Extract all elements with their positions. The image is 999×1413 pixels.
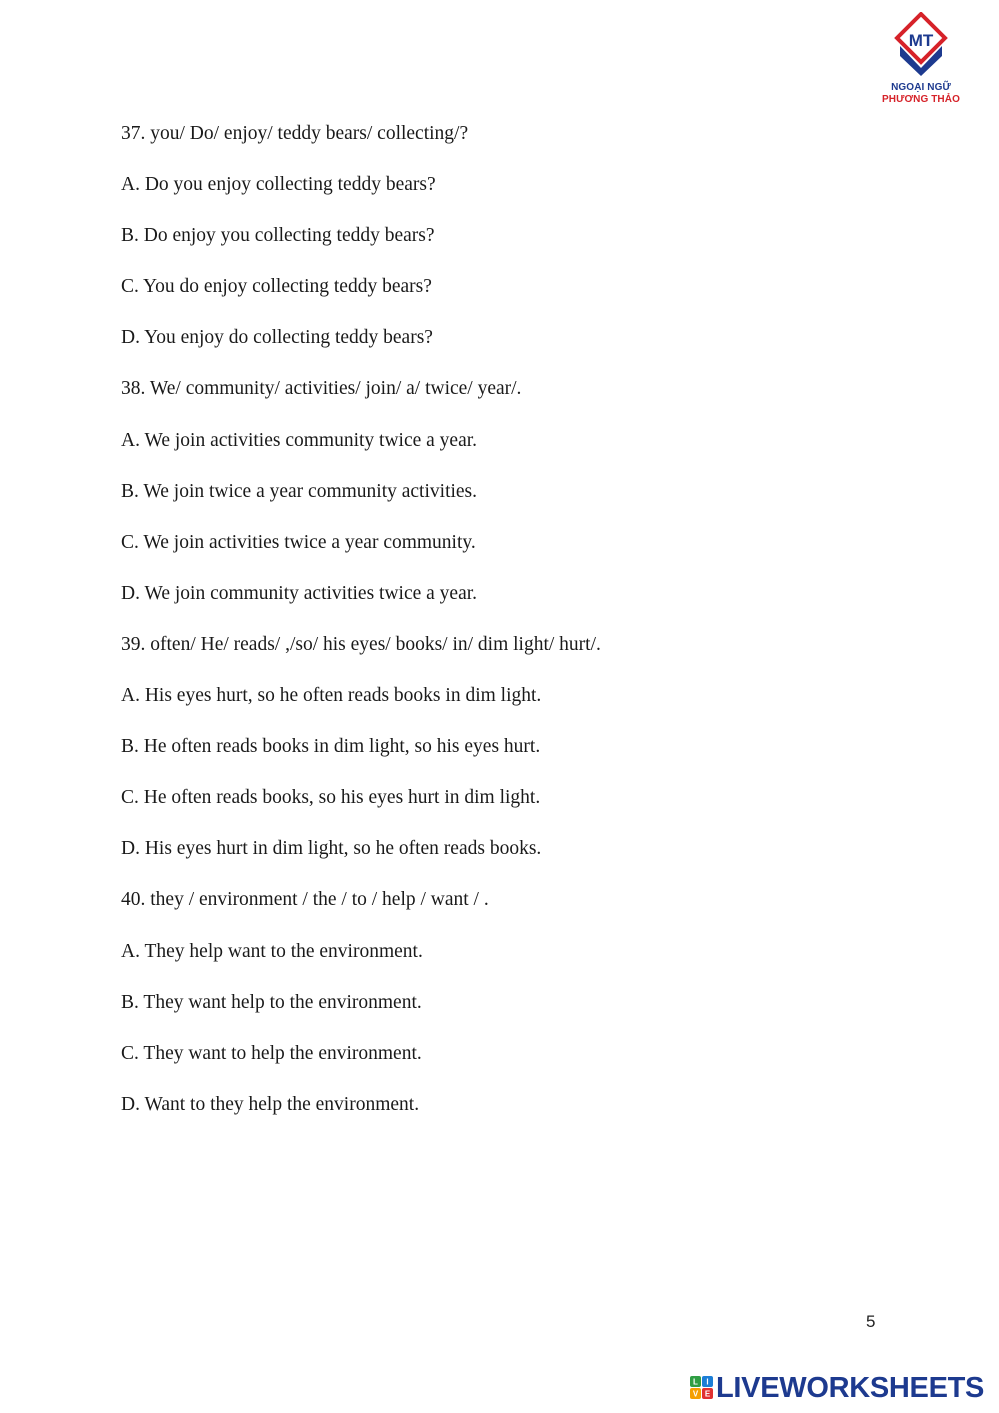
option-39-a: A. His eyes hurt, so he often reads books in dim light.	[121, 685, 542, 707]
logo-text-line1: NGOẠI NGỮ	[891, 82, 951, 93]
option-40-d: D. Want to they help the environment.	[121, 1093, 420, 1115]
liveworksheets-wordmark: LIVEWORKSHEETS	[716, 1371, 985, 1404]
option-37-c: C. You do enjoy collecting teddy bears?	[121, 276, 432, 298]
mt-logo-icon	[892, 12, 950, 78]
question-38: 38. We/ community/ activities/ join/ a/ twice/ year/.	[121, 378, 522, 400]
option-37-b: B. Do enjoy you collecting teddy bears?	[121, 225, 435, 247]
option-37-d: D. You enjoy do collecting teddy bears?	[121, 327, 433, 349]
liveworksheets-brand[interactable]	[690, 1372, 984, 1404]
option-39-b: B. He often reads books in dim light, so his eyes hurt.	[121, 736, 541, 758]
icon-letter-v: V	[692, 1389, 699, 1399]
logo-text-line2: PHƯƠNG THẢO	[882, 94, 960, 105]
liveworksheets-icon	[690, 1375, 714, 1401]
option-39-d: D. His eyes hurt in dim light, so he often reads books.	[121, 838, 542, 860]
question-39: 39. often/ He/ reads/ ,/so/ his eyes/ books/ in/ dim light/ hurt/.	[121, 633, 601, 655]
page-number: 5	[866, 1312, 876, 1331]
question-40: 40. they / environment / the / to / help / want / .	[121, 889, 489, 911]
option-38-c: C. We join activities twice a year community.	[121, 531, 476, 553]
icon-letter-i: I	[706, 1377, 709, 1387]
option-38-d: D. We join community activities twice a year.	[121, 582, 478, 604]
mt-logo-letters: MT	[908, 31, 934, 50]
option-38-b: B. We join twice a year community activities.	[121, 480, 478, 502]
icon-letter-e: E	[704, 1389, 711, 1399]
option-39-c: C. He often reads books, so his eyes hurt in dim light.	[121, 787, 541, 809]
brand-logo	[874, 12, 968, 112]
option-40-a: A. They help want to the environment.	[121, 940, 423, 962]
option-40-c: C. They want to help the environment.	[121, 1042, 422, 1064]
option-40-b: B. They want help to the environment.	[121, 991, 422, 1013]
question-37: 37. you/ Do/ enjoy/ teddy bears/ collecting/?	[121, 123, 469, 144]
exercise-list	[121, 121, 601, 1143]
icon-letter-l: L	[693, 1377, 698, 1387]
option-37-a: A. Do you enjoy collecting teddy bears?	[121, 174, 436, 196]
option-38-a: A. We join activities community twice a year.	[121, 429, 478, 451]
